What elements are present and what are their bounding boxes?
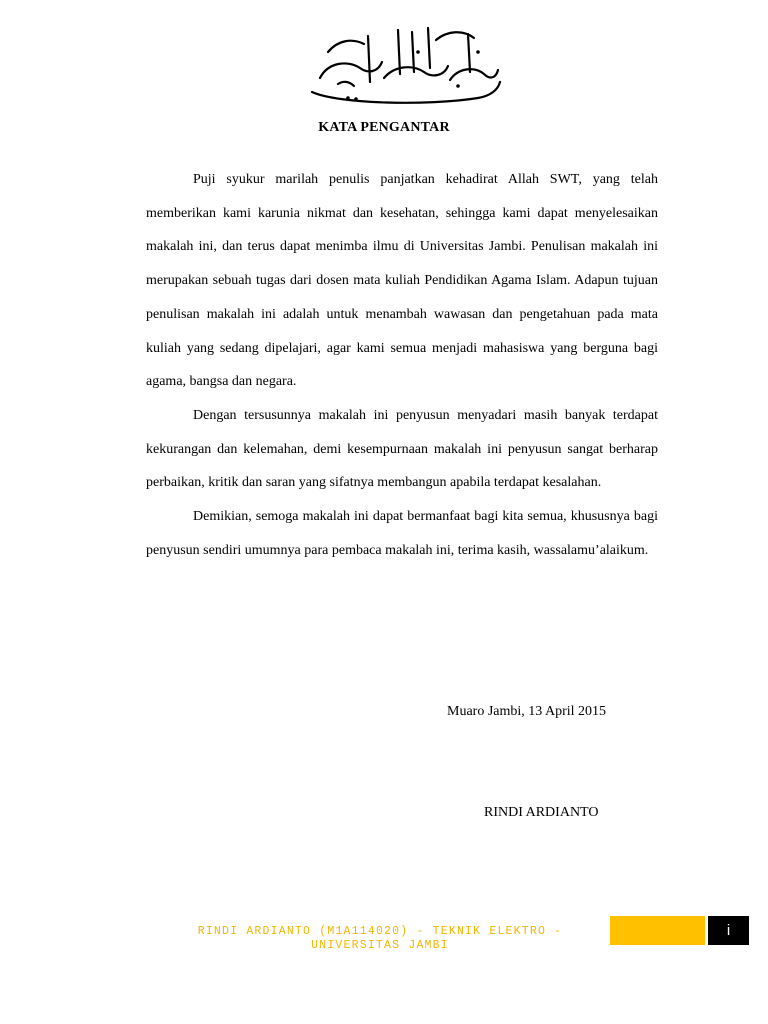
footer-author-text: RINDI ARDIANTO (M1A114020) - TEKNIK ELEKTRO - UNIVERSITAS JAMBI <box>197 925 563 952</box>
paragraph-3: Demikian, semoga makalah ini dapat bermanfaat bagi kita semua, khususnya bagi penyusun sendiri umumnya para pembaca makalah ini, terima kasih, wassalamu’alaikum. <box>146 509 658 558</box>
footer-accent-bar <box>610 916 705 945</box>
place-date: Muaro Jambi, 13 April 2015 <box>447 704 607 719</box>
body-text <box>146 163 658 567</box>
page-number-box <box>708 916 749 945</box>
paragraph-1: Puji syukur marilah penulis panjatkan kehadirat Allah SWT, yang telah memberikan kami karunia nikmat dan kesehatan, sehingga kami dapat menyelesaikan makalah ini, dan terus dapat menimba ilmu di Universitas Jambi. Penulisan makalah ini merupakan sebuah tugas dari dosen mata kuliah Pendidikan Agama Islam. Adapun tujuan penulisan makalah ini adalah untuk menambah wawasan dan pengetahuan pada mata kuliah yang sedang dipelajari, agar kami semua menjadi mahasiswa yang berguna bagi agama, bangsa dan negara. <box>146 172 658 390</box>
paragraph-2: Dengan tersusunnya makalah ini penyusun menyadari masih banyak terdapat kekurangan dan kelemahan, demi kesempurnaan makalah ini penyusun sangat berharap perbaikan, kritik dan saran yang sifatnya membangun apabila terdapat kesalahan. <box>146 407 658 491</box>
page-title: KATA PENGANTAR <box>318 120 450 135</box>
signer-name: RINDI ARDIANTO <box>484 805 599 820</box>
page-number: i <box>726 922 731 939</box>
bismillah-calligraphy-icon <box>308 22 504 108</box>
